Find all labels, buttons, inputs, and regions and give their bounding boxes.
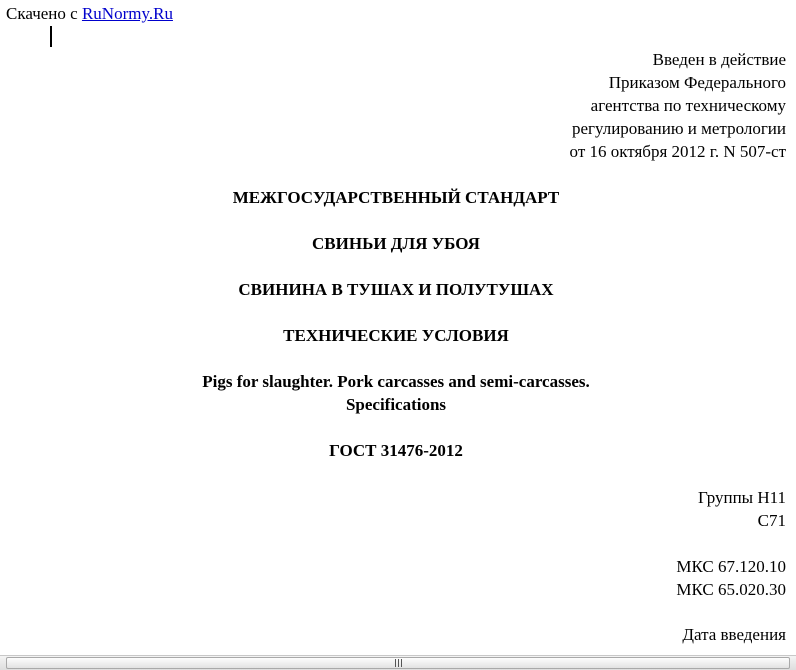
english-title-line: Pigs for slaughter. Pork carcasses and semi-carcasses.: [202, 372, 590, 391]
gost-number: ГОСТ 31476-2012: [329, 441, 463, 460]
standard-title: МЕЖГОСУДАРСТВЕННЫЙ СТАНДАРТ: [232, 188, 560, 207]
date-label: Дата введения: [682, 625, 786, 644]
intro-line: Введен в действие: [652, 50, 786, 69]
intro-block: [570, 48, 786, 163]
intro-line: агентства по техническому: [590, 96, 786, 115]
mks-block: [676, 555, 786, 601]
intro-line: регулированию и метрологии: [571, 119, 786, 138]
group-line: Группы Н11: [697, 488, 786, 507]
text-cursor: [50, 26, 52, 47]
runormy-link[interactable]: RuNormy.Ru: [81, 4, 173, 23]
source-prefix: Скачено с: [6, 4, 78, 23]
horizontal-scrollbar[interactable]: [0, 655, 796, 670]
english-title-line: Specifications: [345, 395, 447, 414]
mks-line: МКС 65.020.30: [676, 580, 786, 599]
conditions-title: ТЕХНИЧЕСКИЕ УСЛОВИЯ: [283, 326, 509, 345]
intro-line: Приказом Федерального: [608, 73, 786, 92]
source-line: [6, 4, 173, 24]
mks-line: МКС 67.120.10: [676, 557, 786, 576]
intro-line: от 16 октября 2012 г. N 507-ст: [569, 142, 786, 161]
grip-icon: [395, 659, 403, 667]
scrollbar-thumb[interactable]: [6, 657, 790, 669]
pigs-title: СВИНЬИ ДЛЯ УБОЯ: [312, 234, 480, 253]
groups-block: [698, 486, 786, 532]
pork-title: СВИНИНА В ТУШАХ И ПОЛУТУШАХ: [238, 280, 554, 299]
english-title: [0, 370, 792, 416]
group-line: С71: [757, 511, 786, 530]
